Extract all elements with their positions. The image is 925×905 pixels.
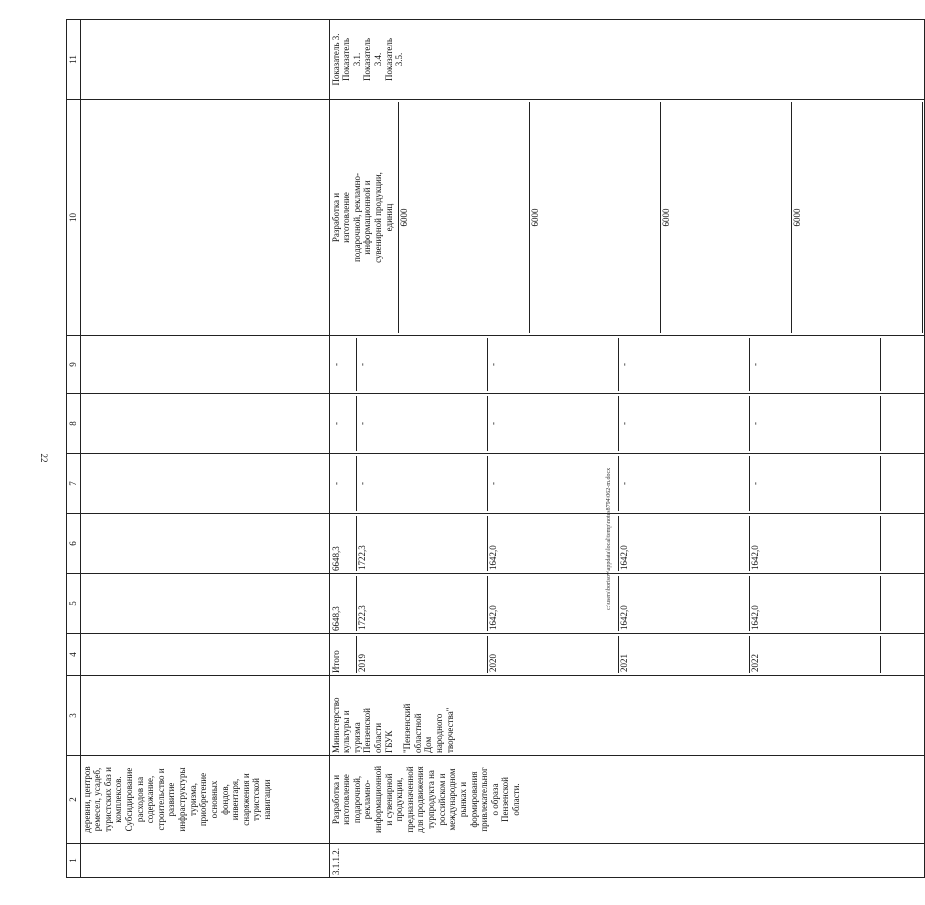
- col9-values: [356, 338, 881, 391]
- col5-total: 6648,3: [330, 606, 341, 631]
- text-line: 3.1.: [351, 52, 362, 67]
- indicator-value: 6000: [399, 102, 530, 333]
- year-list: [356, 636, 881, 673]
- col7-total: -: [330, 482, 341, 485]
- indicator-links: [331, 22, 405, 97]
- col5-value: 1642,0: [750, 576, 881, 631]
- executor-gbuk: [402, 678, 455, 753]
- indicator-value: 6000: [792, 102, 923, 333]
- col8-value: -: [357, 396, 488, 451]
- col5-value: 1642,0: [619, 576, 750, 631]
- text-line: инвентаря,: [230, 778, 241, 821]
- text-line: народного: [434, 713, 445, 753]
- indicator-value: 6000: [661, 102, 792, 333]
- indicator-title: [331, 102, 395, 333]
- text-line: навигации: [261, 779, 272, 820]
- text-line: привлекательног: [479, 767, 490, 832]
- col6-cell: [329, 514, 925, 574]
- empty-cell: [80, 676, 329, 756]
- total-label: Итого: [330, 650, 341, 673]
- year-cell: [329, 634, 925, 676]
- col8-value: -: [619, 396, 750, 451]
- text-line: комплексов.: [113, 776, 124, 823]
- text-line: области: [373, 722, 384, 753]
- text-line: строительство и: [155, 768, 166, 831]
- empty-cell: [80, 336, 329, 394]
- col-header-1: 1: [67, 844, 81, 878]
- col9-value: -: [357, 338, 488, 391]
- col7-value: -: [357, 456, 488, 511]
- empty-cell: [80, 634, 329, 676]
- col6-values: [356, 516, 881, 571]
- text-line: турпродукта на: [426, 770, 437, 829]
- program-table: [66, 19, 925, 878]
- indicator-values: [398, 102, 923, 333]
- text-line: международном: [447, 768, 458, 831]
- col8-total: -: [330, 422, 341, 425]
- text-line: развитие: [166, 782, 177, 817]
- text-line: 3.4.: [373, 52, 384, 67]
- col-header-8: 8: [67, 394, 81, 454]
- year-value: 2020: [488, 636, 619, 673]
- text-line: информационной и: [362, 180, 373, 255]
- col5-cell: [329, 574, 925, 634]
- col7-values: [356, 456, 881, 511]
- page-number: 22: [39, 453, 49, 463]
- col-header-4: 4: [67, 634, 81, 676]
- text-line: и сувенирной: [383, 773, 394, 826]
- col9-total: -: [330, 363, 341, 366]
- col-header-10: 10: [67, 100, 81, 336]
- text-line: Показатель: [362, 37, 373, 82]
- table-row-3-1-1-2: [329, 20, 925, 878]
- col9-value: -: [488, 338, 619, 391]
- col-header-9: 9: [67, 336, 81, 394]
- text-line: Дом: [423, 736, 434, 753]
- text-line: туризма: [351, 722, 362, 753]
- text-line: Пензенской: [362, 708, 373, 753]
- text-line: "Пензенский: [402, 703, 413, 753]
- text-line: творчества": [444, 707, 455, 753]
- continued-name-cell: [80, 756, 329, 844]
- col-header-3: 3: [67, 676, 81, 756]
- text-line: изготовление: [341, 774, 352, 825]
- text-line: туристских баз и: [102, 767, 113, 832]
- col7-value: -: [619, 456, 750, 511]
- empty-cell: [80, 574, 329, 634]
- indicator-value: 6000: [530, 102, 661, 333]
- text-line: области.: [510, 783, 521, 816]
- text-line: деревни, центров: [81, 766, 92, 833]
- empty-cell: [80, 454, 329, 514]
- text-line: о образа: [489, 783, 500, 816]
- text-line: подарочной, рекламно-: [351, 173, 362, 262]
- col8-values: [356, 396, 881, 451]
- text-line: основных: [208, 780, 219, 819]
- text-line: 3.5.: [394, 52, 405, 67]
- text-line: областной: [412, 713, 423, 753]
- text-line: рынках и: [457, 781, 468, 818]
- text-line: для продвижения: [415, 766, 426, 833]
- col-header-7: 7: [67, 454, 81, 514]
- col5-values: [356, 576, 881, 631]
- year-value: 2022: [750, 636, 881, 673]
- file-path-footer: c:\users\borisov\appdata\local\temp\notes8794\062-m.docx: [606, 467, 612, 610]
- links-cell: [329, 20, 925, 100]
- empty-cell: [80, 394, 329, 454]
- measure-number: 3.1.1.2.: [329, 844, 925, 878]
- empty-cell: [80, 100, 329, 336]
- col6-value: 1642,0: [488, 516, 619, 571]
- text-line: сувенирной продукции,: [373, 172, 384, 263]
- indicator-cell: [329, 100, 925, 336]
- measure-name-cell: [329, 756, 925, 844]
- text-line: снаряжения и: [240, 773, 251, 826]
- col7-value: -: [488, 456, 619, 511]
- text-line: информационной: [373, 765, 384, 834]
- text-line: формирования: [468, 771, 479, 828]
- text-line: Министерство: [330, 697, 341, 753]
- text-line: Субсидирование: [124, 767, 135, 832]
- table-row-continued: [80, 20, 329, 878]
- text-line: Показатель: [341, 37, 352, 82]
- col-header-5: 5: [67, 574, 81, 634]
- measure-name-text: [331, 758, 522, 841]
- text-line: культуры и: [341, 710, 352, 753]
- col8-value: -: [488, 396, 619, 451]
- text-line: единиц: [383, 203, 394, 232]
- text-line: расходов на: [134, 776, 145, 823]
- header-row: [67, 20, 81, 878]
- text-line: приобретение: [198, 772, 209, 827]
- col6-value: 1722,3: [357, 516, 488, 571]
- col-header-2: 2: [67, 756, 81, 844]
- col-header-6: 6: [67, 514, 81, 574]
- executor-cell: [329, 676, 925, 756]
- col6-value: 1642,0: [750, 516, 881, 571]
- col8-cell: [329, 394, 925, 454]
- text-line: туризма,: [187, 783, 198, 816]
- col7-value: -: [750, 456, 881, 511]
- col-header-11: 11: [67, 20, 81, 100]
- col5-value: 1722,3: [357, 576, 488, 631]
- col6-total: 6648,3: [330, 546, 341, 571]
- text-line: ремесел, усадеб,: [92, 767, 103, 832]
- col5-value: 1642,0: [488, 576, 619, 631]
- year-value: 2019: [357, 636, 488, 673]
- year-value: 2021: [619, 636, 750, 673]
- text-line: рекламно-: [362, 779, 373, 820]
- continued-num-cell: [80, 844, 329, 878]
- text-line: туристской: [251, 778, 262, 821]
- text-line: Разработка и: [330, 774, 341, 825]
- text-line: Показатель 3.: [330, 33, 341, 86]
- empty-cell: [80, 20, 329, 100]
- text-line: продукции,: [394, 777, 405, 822]
- col9-cell: [329, 336, 925, 394]
- text-line: инфраструктуры: [177, 767, 188, 832]
- col7-cell: [329, 454, 925, 514]
- text-line: изготовление: [341, 192, 352, 243]
- col9-value: -: [619, 338, 750, 391]
- executor-ministry: [331, 678, 395, 753]
- text-line: Показатель: [383, 37, 394, 82]
- text-line: российском и: [436, 773, 447, 826]
- text-line: предназначенной: [404, 766, 415, 833]
- text-line: Разработка и: [330, 192, 341, 243]
- col8-value: -: [750, 396, 881, 451]
- text-line: Пензенской: [500, 777, 511, 822]
- text-line: ГБУК: [383, 730, 394, 753]
- empty-cell: [80, 514, 329, 574]
- text-line: подарочной,: [351, 775, 362, 824]
- col9-value: -: [750, 338, 881, 391]
- continued-name-text: [82, 758, 273, 841]
- text-line: фондов,: [219, 784, 230, 815]
- text-line: содержание,: [145, 775, 156, 824]
- col6-value: 1642,0: [619, 516, 750, 571]
